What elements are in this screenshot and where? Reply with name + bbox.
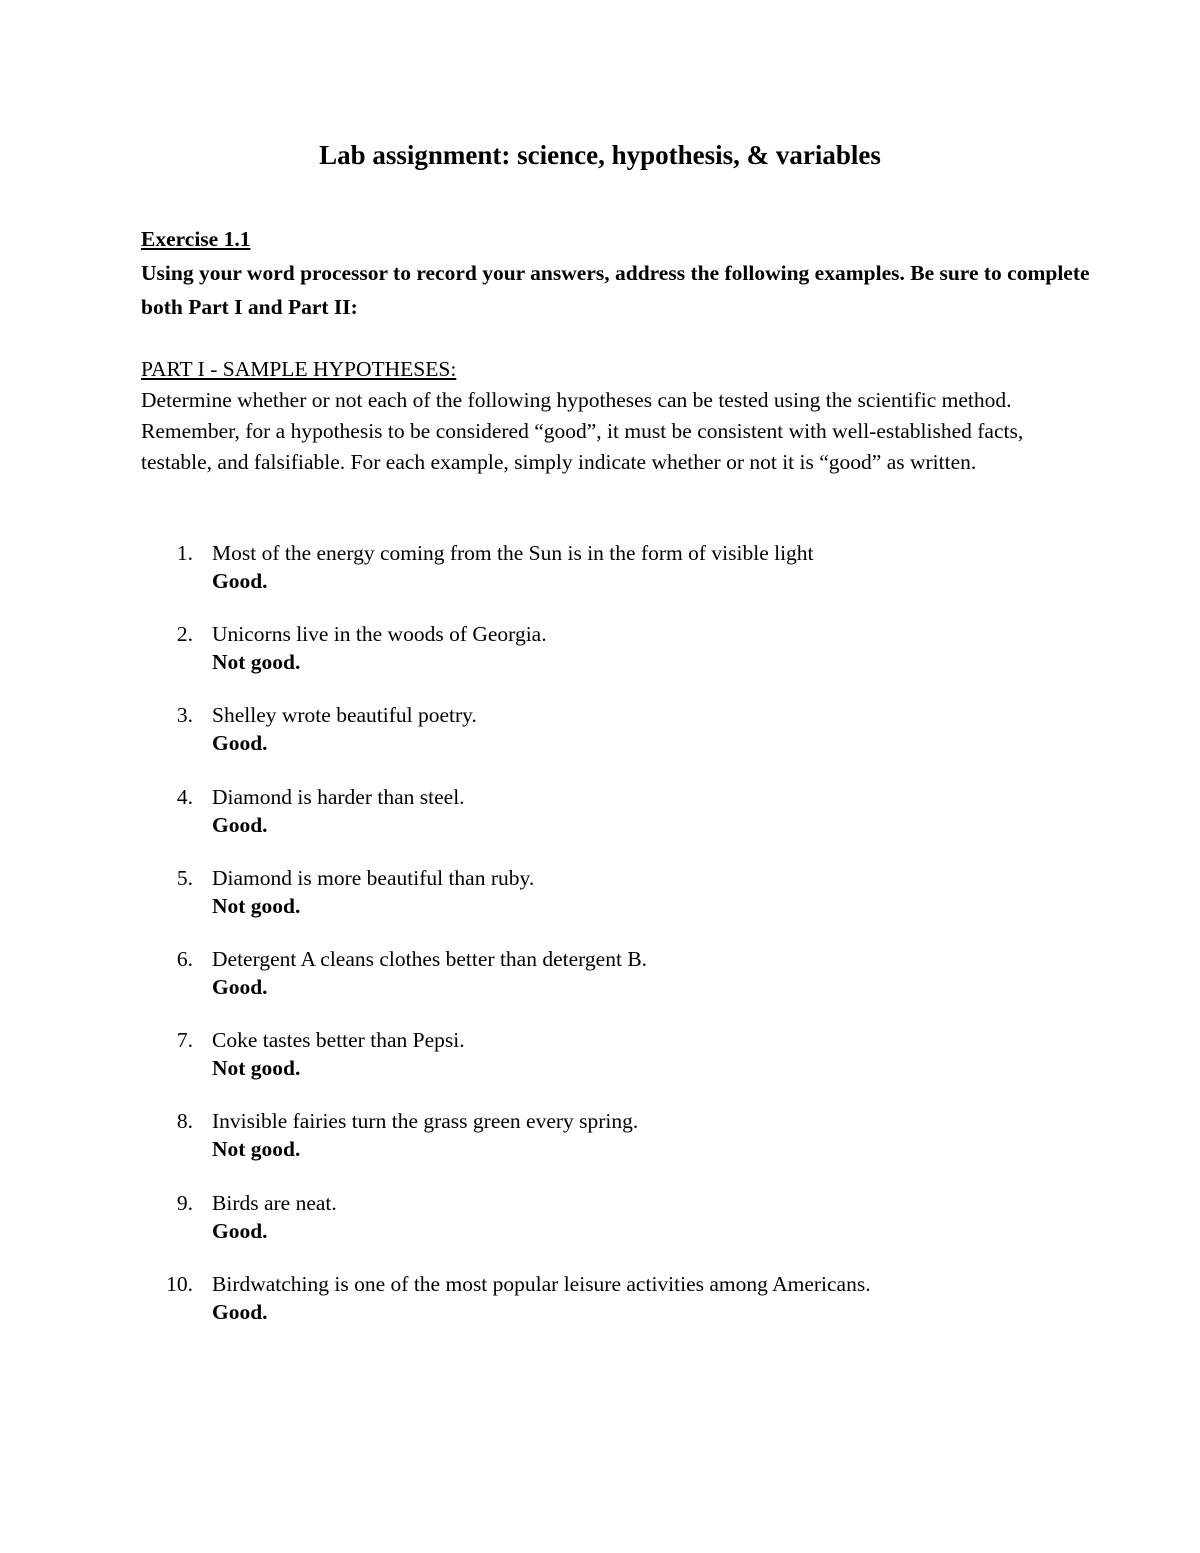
exercise-instructions: Using your word processor to record your answers, address the following examples. Be sure to complete both Part I and Part II: <box>141 261 1090 319</box>
list-item-number: 1. <box>176 541 193 565</box>
hypothesis-answer: Not good. <box>212 1056 301 1081</box>
exercise-section <box>141 222 1101 324</box>
hypothesis-list <box>141 538 1101 1350</box>
hypothesis-statement: Invisible fairies turn the grass green every spring. <box>212 1109 639 1134</box>
list-item <box>141 1188 1101 1269</box>
hypothesis-answer: Good. <box>212 1299 268 1324</box>
hypothesis-answer: Not good. <box>212 650 301 675</box>
hypothesis-statement: Detergent A cleans clothes better than detergent B. <box>212 946 648 971</box>
hypothesis-statement: Diamond is harder than steel. <box>212 784 465 809</box>
list-item-number: 6. <box>176 946 193 971</box>
part-one-section <box>141 354 1061 478</box>
hypothesis-answer: Good. <box>212 812 268 837</box>
hypothesis-statement: Shelley wrote beautiful poetry. <box>212 703 477 728</box>
list-item-number: 10. <box>166 1271 193 1296</box>
hypothesis-statement: Coke tastes better than Pepsi. <box>212 1028 465 1053</box>
list-item-number: 4. <box>176 784 193 809</box>
hypothesis-statement: Birds are neat. <box>212 1190 337 1215</box>
list-item-number: 2. <box>176 622 193 647</box>
list-item <box>141 538 1101 619</box>
list-item <box>141 782 1101 863</box>
hypothesis-answer: Not good. <box>212 893 301 918</box>
hypothesis-statement: Birdwatching is one of the most popular leisure activities among Americans. <box>212 1271 871 1296</box>
list-item <box>141 1025 1101 1106</box>
hypothesis-answer: Good. <box>212 569 268 593</box>
hypothesis-statement: Most of the energy coming from the Sun is in the form of visible light <box>212 541 814 565</box>
hypothesis-answer: Good. <box>212 974 268 999</box>
part-one-heading: PART I - SAMPLE HYPOTHESES: <box>141 357 457 381</box>
list-item-number: 8. <box>176 1109 193 1134</box>
list-item <box>141 1269 1101 1350</box>
hypothesis-answer: Not good. <box>212 1137 301 1162</box>
exercise-heading: Exercise 1.1 <box>141 227 251 251</box>
list-item-number: 9. <box>176 1190 193 1215</box>
list-item <box>141 863 1101 944</box>
part-one-intro: Determine whether or not each of the following hypotheses can be tested using the scientific method. Remember, for a hypothesis to be considered “good”, it must be consistent with well-established facts, testable, and falsifiable. For each example, simply indicate whether or not it is “good” as written. <box>141 388 1024 474</box>
hypothesis-statement: Unicorns live in the woods of Georgia. <box>212 622 547 647</box>
hypothesis-answer: Good. <box>212 731 268 756</box>
list-item <box>141 944 1101 1025</box>
hypothesis-answer: Good. <box>212 1218 268 1243</box>
hypothesis-statement: Diamond is more beautiful than ruby. <box>212 865 535 890</box>
list-item <box>141 700 1101 781</box>
list-item-number: 5. <box>176 865 193 890</box>
list-item-number: 3. <box>176 703 193 728</box>
list-item-number: 7. <box>176 1028 193 1053</box>
page-title: Lab assignment: science, hypothesis, & variables <box>319 140 881 170</box>
list-item <box>141 1106 1101 1187</box>
list-item <box>141 619 1101 700</box>
